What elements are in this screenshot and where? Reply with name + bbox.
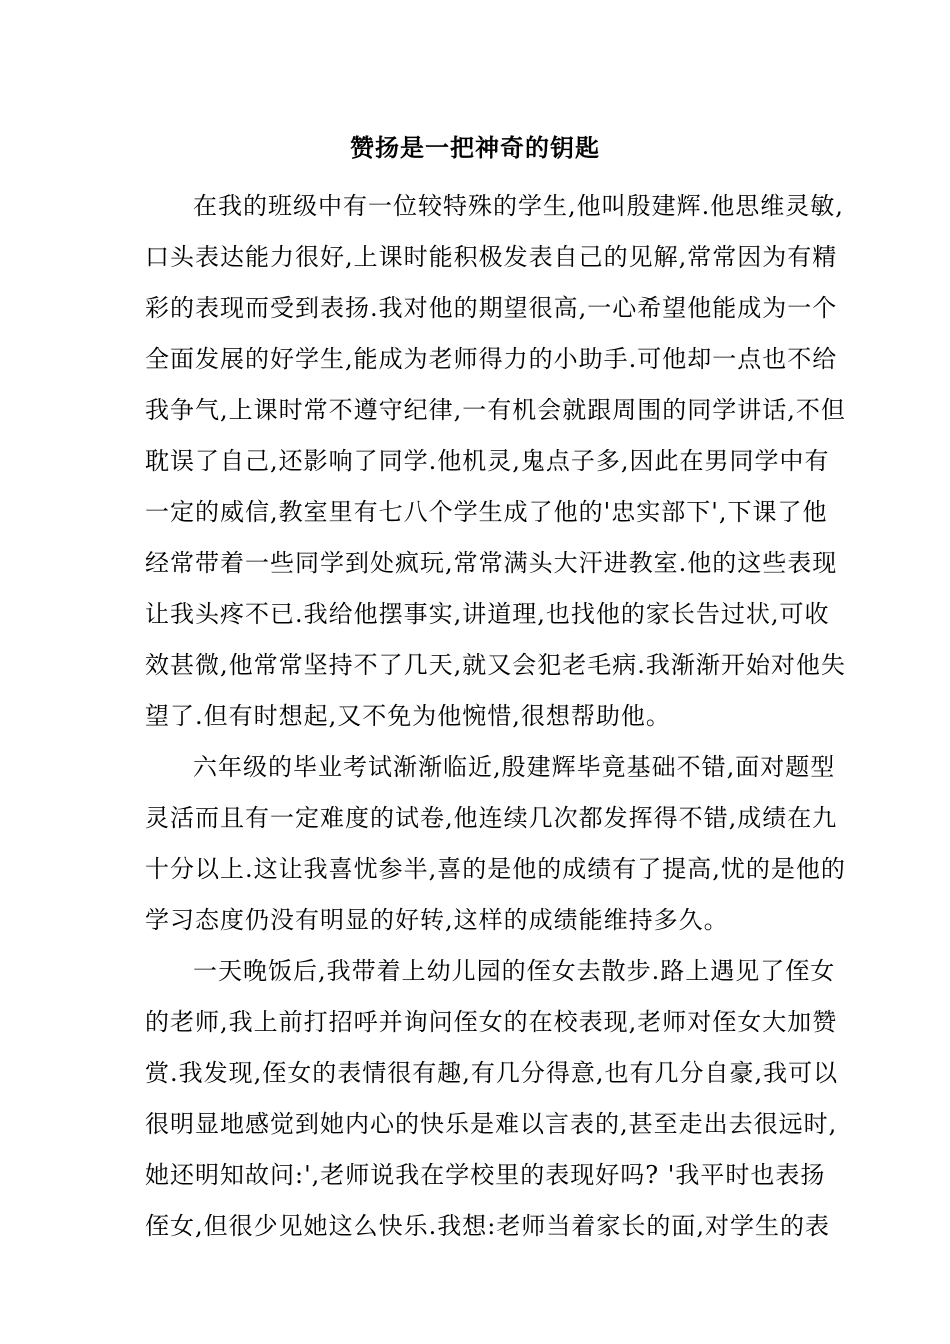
text-line: 口头表达能力很好,上课时能积极发表自己的见解,常常因为有精 [145,243,838,271]
text-line: 让我头疼不已.我给他摆事实,讲道理,也找他的家长告过状,可收 [145,600,830,628]
text-line: 一定的威信,教室里有七八个学生成了他的'忠实部下',下课了他 [145,498,828,526]
text-line: 在我的班级中有一位较特殊的学生,他叫殷建辉.他思维灵敏, [193,192,844,220]
paragraph [145,946,839,1252]
text-line: 望了.但有时想起,又不免为他惋惜,很想帮助他。 [145,702,671,730]
text-line: 很明显地感觉到她内心的快乐是难以言表的,甚至走出去很远时, [145,1110,838,1138]
text-line: 效甚微,他常常坚持不了几天,就又会犯老毛病.我渐渐开始对他失 [145,651,846,679]
text-line: 耽误了自己,还影响了同学.他机灵,鬼点子多,因此在男同学中有 [145,447,830,475]
document-title: 赞扬是一把神奇的钥匙 [350,133,600,162]
text-line: 赏.我发现,侄女的表情很有趣,有几分得意,也有几分自豪,我可以 [145,1059,839,1087]
text-line: 经常带着一些同学到处疯玩,常常满头大汗进教室.他的这些表现 [145,549,838,577]
document-body [145,181,846,1252]
text-line: 一天晚饭后,我带着上幼儿园的侄女去散步.路上遇见了侄女 [193,957,836,985]
text-line: 灵活而且有一定难度的试卷,他连续几次都发挥得不错,成绩在九 [145,804,838,832]
paragraph [145,181,846,742]
text-line: 的老师,我上前打招呼并询问侄女的在校表现,老师对侄女大加赞 [145,1008,838,1036]
text-line: 学习态度仍没有明显的好转,这样的成绩能维持多久。 [145,906,729,934]
text-line: 她还明知故问:',老师说我在学校里的表现好吗? '我平时也表扬 [145,1161,826,1189]
paragraph [145,742,846,946]
text-line: 全面发展的好学生,能成为老师得力的小助手.可他却一点也不给 [145,345,838,373]
text-line: 我争气,上课时常不遵守纪律,一有机会就跟周围的同学讲话,不但 [145,396,846,424]
text-line: 六年级的毕业考试渐渐临近,殷建辉毕竟基础不错,面对题型 [193,753,836,781]
text-line: 彩的表现而受到表扬.我对他的期望很高,一心希望他能成为一个 [145,294,838,322]
text-line: 十分以上.这让我喜忧参半,喜的是他的成绩有了提高,忧的是他的 [145,855,846,883]
text-line: 侄女,但很少见她这么快乐.我想:老师当着家长的面,对学生的表 [145,1212,830,1240]
